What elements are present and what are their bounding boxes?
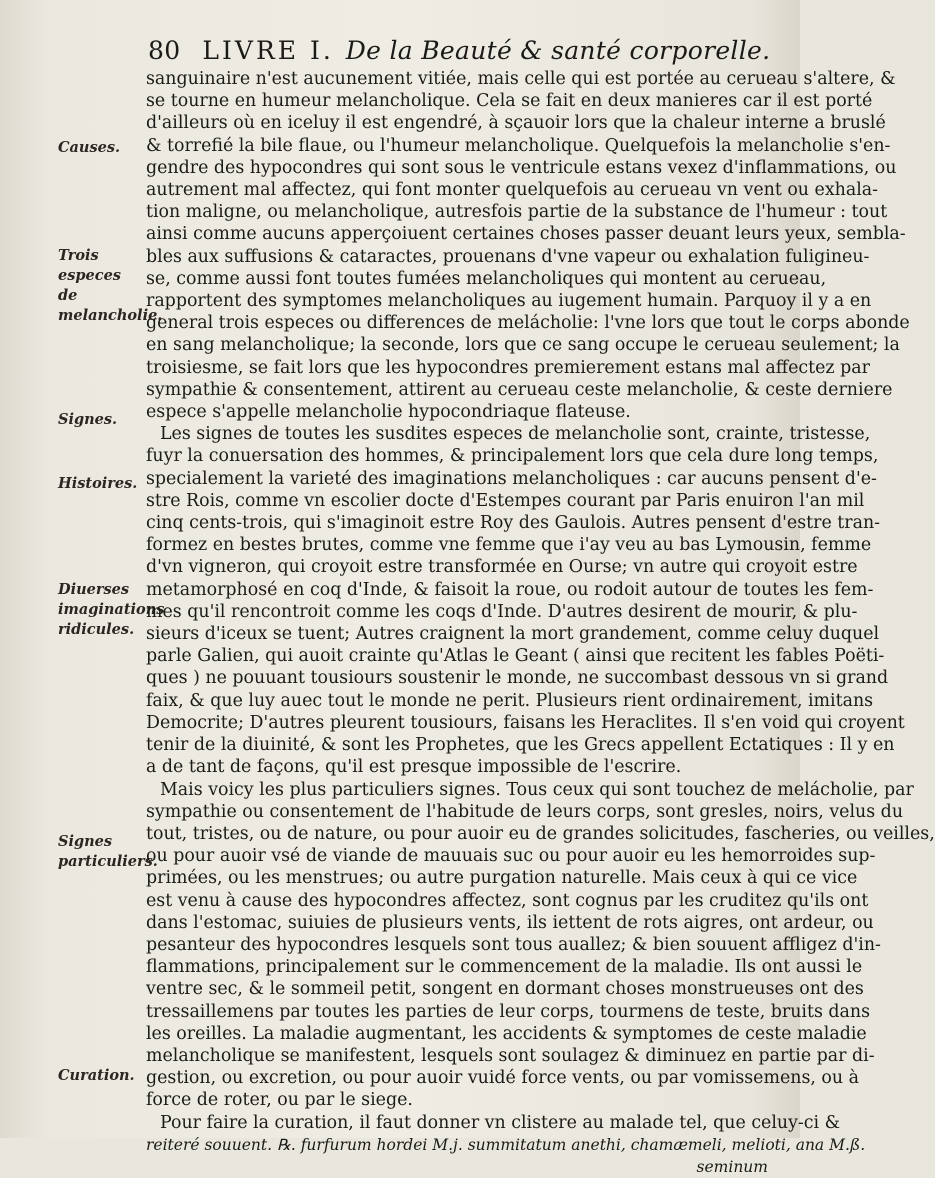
text-line: d'vn vigneron, qui croyoit estre transformée en Ourse; vn autre qui croyoit estre [146,557,858,578]
text-line: formez en bestes brutes, comme vne femme que i'ay veu au bas Lymousin, femme [146,535,872,556]
text-line: faix, & que luy auec tout le monde ne perit. Plusieurs rient ordinairement, imitans [146,690,874,711]
text-line: sieurs d'iceux se tuent; Autres craignent la mort grandement, comme celuy duquel [146,624,880,645]
text-line: gendre des hypocondres qui sont sous le ventricule estans vexez d'inflammations, ou [146,157,897,178]
text-line: en sang melancholique; la seconde, lors que ce sang occupe le cerueau seulement; la [146,335,900,356]
text-line: stre Rois, comme vn escolier docte d'Estempes courant par Paris enuiron l'an mil [146,490,865,511]
margin-note-trois-especes: Trois especes de melancholie. [58,247,163,324]
text-line: & torrefié la bile flaue, ou l'humeur melancholique. Quelquefois la melancholie s'en- [146,135,891,156]
margin-note-curation: Curation. [58,1067,135,1084]
text-line: tion maligne, ou melancholique, autresfois partie de la substance de l'humeur : tout [146,202,888,223]
text-line: sympathie & consentement, attirent au cerueau ceste melancholie, & ceste derniere [146,379,893,400]
text-line: est venu à cause des hypocondres affectez, sont cognus par les cruditez qu'ils ont [146,890,869,911]
text-line: primées, ou les menstrues; ou autre purgation naturelle. Mais ceux à qui ce vice [146,868,858,889]
text-line: gestion, ou excretion, ou pour auoir vuidé force vents, ou par vomissemens, ou à [146,1068,859,1089]
text-line: se, comme aussi font toutes fumées melancholiques qui montent au cerueau, [146,268,827,289]
text-line: dans l'estomac, suiuies de plusieurs vents, ils iettent de rots aigres, ont ardeur, ou [146,912,874,933]
text-line: mes qu'il rencontroit comme les coqs d'Inde. D'autres desirent de mourir, & plu- [146,601,858,622]
margin-note-signes-particuliers: Signes particuliers. [58,833,158,870]
body-text [146,68,935,1178]
margin-note-diverses-imaginations: Diuerses imaginations ridicules. [58,581,165,638]
text-line: a de tant de façons, qu'il est presque impossible de l'escrire. [146,757,682,778]
text-line: sanguinaire n'est aucunement vitiée, mais celle qui est portée au cerueau s'altere, & [146,69,896,89]
text-line: les oreilles. La maladie augmentant, les accidents & symptomes de ceste maladie [146,1023,867,1044]
text-line: ventre sec, & le sommeil petit, songent en dormant choses monstrueuses ont des [146,979,864,1000]
text-line: Mais voicy les plus particuliers signes. Tous ceux qui sont touchez de melácholie, par [160,779,914,800]
text-line: reiteré souuent. ℞. furfurum hordei M.j. summitatum anethi, chamæmeli, melioti, ana M.ß. [146,1135,866,1154]
header-title: De la Beauté & santé corporelle. [345,36,771,65]
book-label: LIVRE I. [202,36,334,65]
text-line: Les signes de toutes les susdites especes de melancholie sont, crainte, tristesse, [160,424,871,445]
margin-note-histoires: Histoires. [58,475,138,492]
margin-note-signes: Signes. [58,411,118,428]
text-line: flammations, principalement sur le commencement de la maladie. Ils ont aussi le [146,957,863,978]
text-line: d'ailleurs où en iceluy il est engendré, à sçauoir lors que la chaleur interne a bruslé [146,113,886,134]
text-line: bles aux suffusions & cataractes, prouenans d'vne vapeur ou exhalation fuligineu- [146,246,870,267]
text-line: troisiesme, se fait lors que les hypocondres premierement estans mal affectez par [146,357,870,378]
catchword: seminum [696,1157,768,1176]
running-header [148,36,778,65]
text-line: parle Galien, qui auoit crainte qu'Atlas le Geant ( ainsi que recitent les fables Poëti- [146,646,885,667]
text-line: cinq cents-trois, qui s'imaginoit estre Roy des Gaulois. Autres pensent d'estre tran- [146,513,881,534]
page-number: 80 [148,36,181,65]
text-line: sympathie ou consentement de l'habitude de leurs corps, sont gresles, noirs, velus du [146,801,904,822]
text-line: ainsi comme aucuns apperçoiuent certaines choses passer deuant leurs yeux, sembla- [146,224,906,245]
text-line: pesanteur des hypocondres lesquels sont tous auallez; & bien souuent affligez d'in- [146,934,881,955]
text-line: fuyr la conuersation des hommes, & principalement lors que cela dure long temps, [146,446,879,467]
text-line: melancholique se manifestent, lesquels sont soulagez & diminuez en partie par di- [146,1045,875,1066]
text-line: force de roter, ou par le siege. [146,1090,413,1111]
text-line: tressaillemens par toutes les parties de leur corps, tourmens de teste, bruits dans [146,1001,871,1022]
text-line: tenir de la diuinité, & sont les Prophetes, que les Grecs appellent Ectatiques : Il y en [146,735,895,756]
margin-note-causes: Causes. [58,139,121,156]
text-line: se tourne en humeur melancholique. Cela se fait en deux manieres car il est porté [146,91,873,112]
text-line: espece s'appelle melancholie hypocondriaque flateuse. [146,402,631,423]
text-line: ou pour auoir vsé de viande de mauuais suc ou pour auoir eu les hemorroides sup- [146,846,876,867]
text-line: ques ) ne pouuant tousiours soustenir le monde, ne succombast dessous vn si grand [146,668,889,689]
text-line: Democrite; D'autres pleurent tousiours, faisans les Heraclites. Il s'en void qui croyent [146,712,905,733]
text-line: metamorphosé en coq d'Inde, & faisoit la roue, ou rodoit autour de toutes les fem- [146,579,874,600]
text-line: general trois especes ou differences de melácholie: l'vne lors que tout le corps abonde [146,313,910,334]
text-line: specialement la varieté des imaginations melancholiques : car aucuns pensent d'e- [146,468,877,489]
text-line: Pour faire la curation, il faut donner vn clistere au malade tel, que celuy-ci & [160,1112,841,1133]
text-line: tout, tristes, ou de nature, ou pour auoir eu de grandes solicitudes, fascheries, ou veilles, [146,823,935,844]
text-line: rapportent des symptomes melancholiques au iugement humain. Parquoy il y a en [146,291,872,312]
text-line: autrement mal affectez, qui font monter quelquefois au cerueau vn vent ou exhala- [146,180,879,201]
